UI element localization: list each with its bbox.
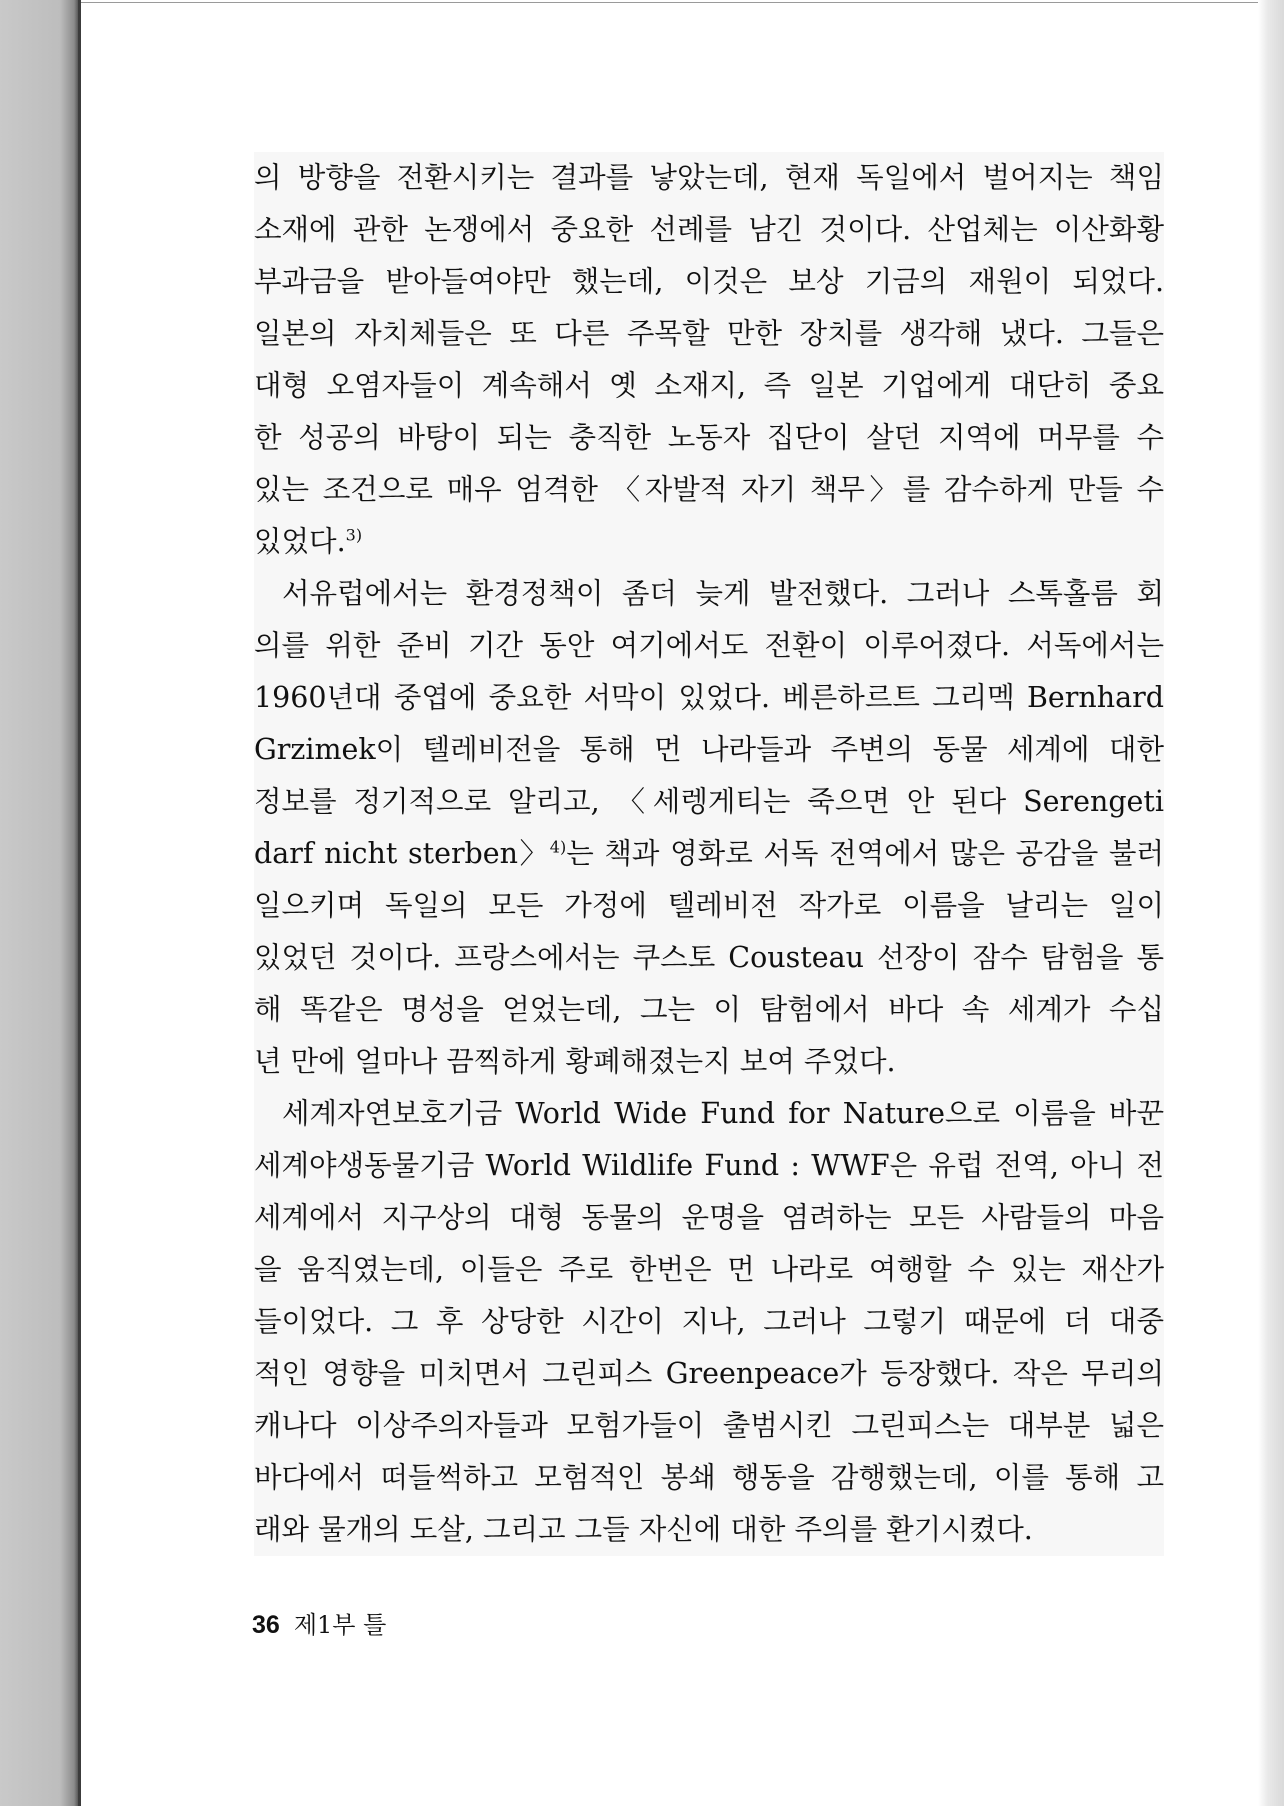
text-line: 소재에 관한 논쟁에서 중요한 선례를 남긴 것이다. 산업체는 이산화황 xyxy=(254,213,1164,246)
paragraph xyxy=(254,568,1164,1088)
footnote-marker: 3) xyxy=(345,525,363,545)
book-gutter-shadow xyxy=(0,0,78,1806)
text-line: 부과금을 받아들여야만 했는데, 이것은 보상 기금의 재원이 되었다. xyxy=(254,265,1164,298)
text-line: 세계자연보호기금 World Wide Fund for Nature으로 이름을 바꾼 xyxy=(282,1097,1164,1130)
text-line: 1960년대 중엽에 중요한 서막이 있었다. 베른하르트 그리멕 Bernhard xyxy=(254,681,1164,714)
text-line: 년 만에 얼마나 끔찍하게 황폐해졌는지 보여 주었다. xyxy=(254,1045,896,1078)
body-text xyxy=(254,152,1164,1556)
paragraph xyxy=(254,152,1164,568)
page-right-edge-shadow xyxy=(1258,0,1284,1806)
text-line: 의 방향을 전환시키는 결과를 낳았는데, 현재 독일에서 벌어지는 책임 xyxy=(254,161,1164,194)
paragraph xyxy=(254,1088,1164,1556)
text-line: Grzimek이 텔레비전을 통해 먼 나라들과 주변의 동물 세계에 대한 xyxy=(254,733,1164,766)
text-line: 세계에서 지구상의 대형 동물의 운명을 염려하는 모든 사람들의 마음 xyxy=(254,1201,1164,1234)
footnote-marker: 4) xyxy=(549,837,567,857)
text-line: 을 움직였는데, 이들은 주로 한번은 먼 나라로 여행할 수 있는 재산가 xyxy=(254,1253,1164,1286)
text-line: 래와 물개의 도살, 그리고 그들 자신에 대한 주의를 환기시켰다. xyxy=(254,1513,1033,1546)
text-line: 해 똑같은 명성을 얻었는데, 그는 이 탐험에서 바다 속 세계가 수십 xyxy=(254,993,1164,1026)
text-line: 한 성공의 바탕이 되는 충직한 노동자 집단이 살던 지역에 머무를 수 xyxy=(254,421,1164,454)
page-edge xyxy=(78,0,81,1806)
page-number: 36 xyxy=(252,1611,280,1639)
text-line-part: 는 책과 영화로 서독 전역에서 많은 공감을 불러 xyxy=(566,837,1164,870)
text-line: 세계야생동물기금 World Wildlife Fund : WWF은 유럽 전역, 아니 전 xyxy=(254,1149,1164,1182)
text-line xyxy=(254,828,1164,880)
text-line: 들이었다. 그 후 상당한 시간이 지나, 그러나 그렇기 때문에 더 대중 xyxy=(254,1305,1164,1338)
text-line-end: 있었다. xyxy=(254,525,346,558)
text-line: 서유럽에서는 환경정책이 좀더 늦게 발전했다. 그러나 스톡홀름 회 xyxy=(282,577,1164,610)
text-line: 있었던 것이다. 프랑스에서는 쿠스토 Cousteau 선장이 잠수 탐험을 통 xyxy=(254,941,1164,974)
text-line: 적인 영향을 미치면서 그린피스 Greenpeace가 등장했다. 작은 무리의 xyxy=(254,1357,1164,1390)
text-line: 대형 오염자들이 계속해서 옛 소재지, 즉 일본 기업에게 대단히 중요 xyxy=(254,369,1164,402)
text-line: 일본의 자치체들은 또 다른 주목할 만한 장치를 생각해 냈다. 그들은 xyxy=(254,317,1164,350)
text-line: 의를 위한 준비 기간 동안 여기에서도 전환이 이루어졌다. 서독에서는 xyxy=(254,629,1164,662)
text-line: 정보를 정기적으로 알리고, 〈세렝게티는 죽으면 안 된다 Serengeti xyxy=(254,785,1164,818)
text-line: 일으키며 독일의 모든 가정에 텔레비전 작가로 이름을 날리는 일이 xyxy=(254,889,1164,922)
text-line-part: darf nicht sterben〉 xyxy=(254,837,550,870)
text-line xyxy=(254,516,1164,568)
text-line: 있는 조건으로 매우 엄격한 〈자발적 자기 책무〉를 감수하게 만들 수 xyxy=(254,473,1164,506)
running-footer-title: 제1부 틀 xyxy=(293,1611,387,1639)
text-line: 바다에서 떠들썩하고 모험적인 봉쇄 행동을 감행했는데, 이를 통해 고 xyxy=(254,1461,1164,1494)
text-line: 캐나다 이상주의자들과 모험가들이 출범시킨 그린피스는 대부분 넓은 xyxy=(254,1409,1164,1442)
page-footer xyxy=(252,1604,386,1646)
